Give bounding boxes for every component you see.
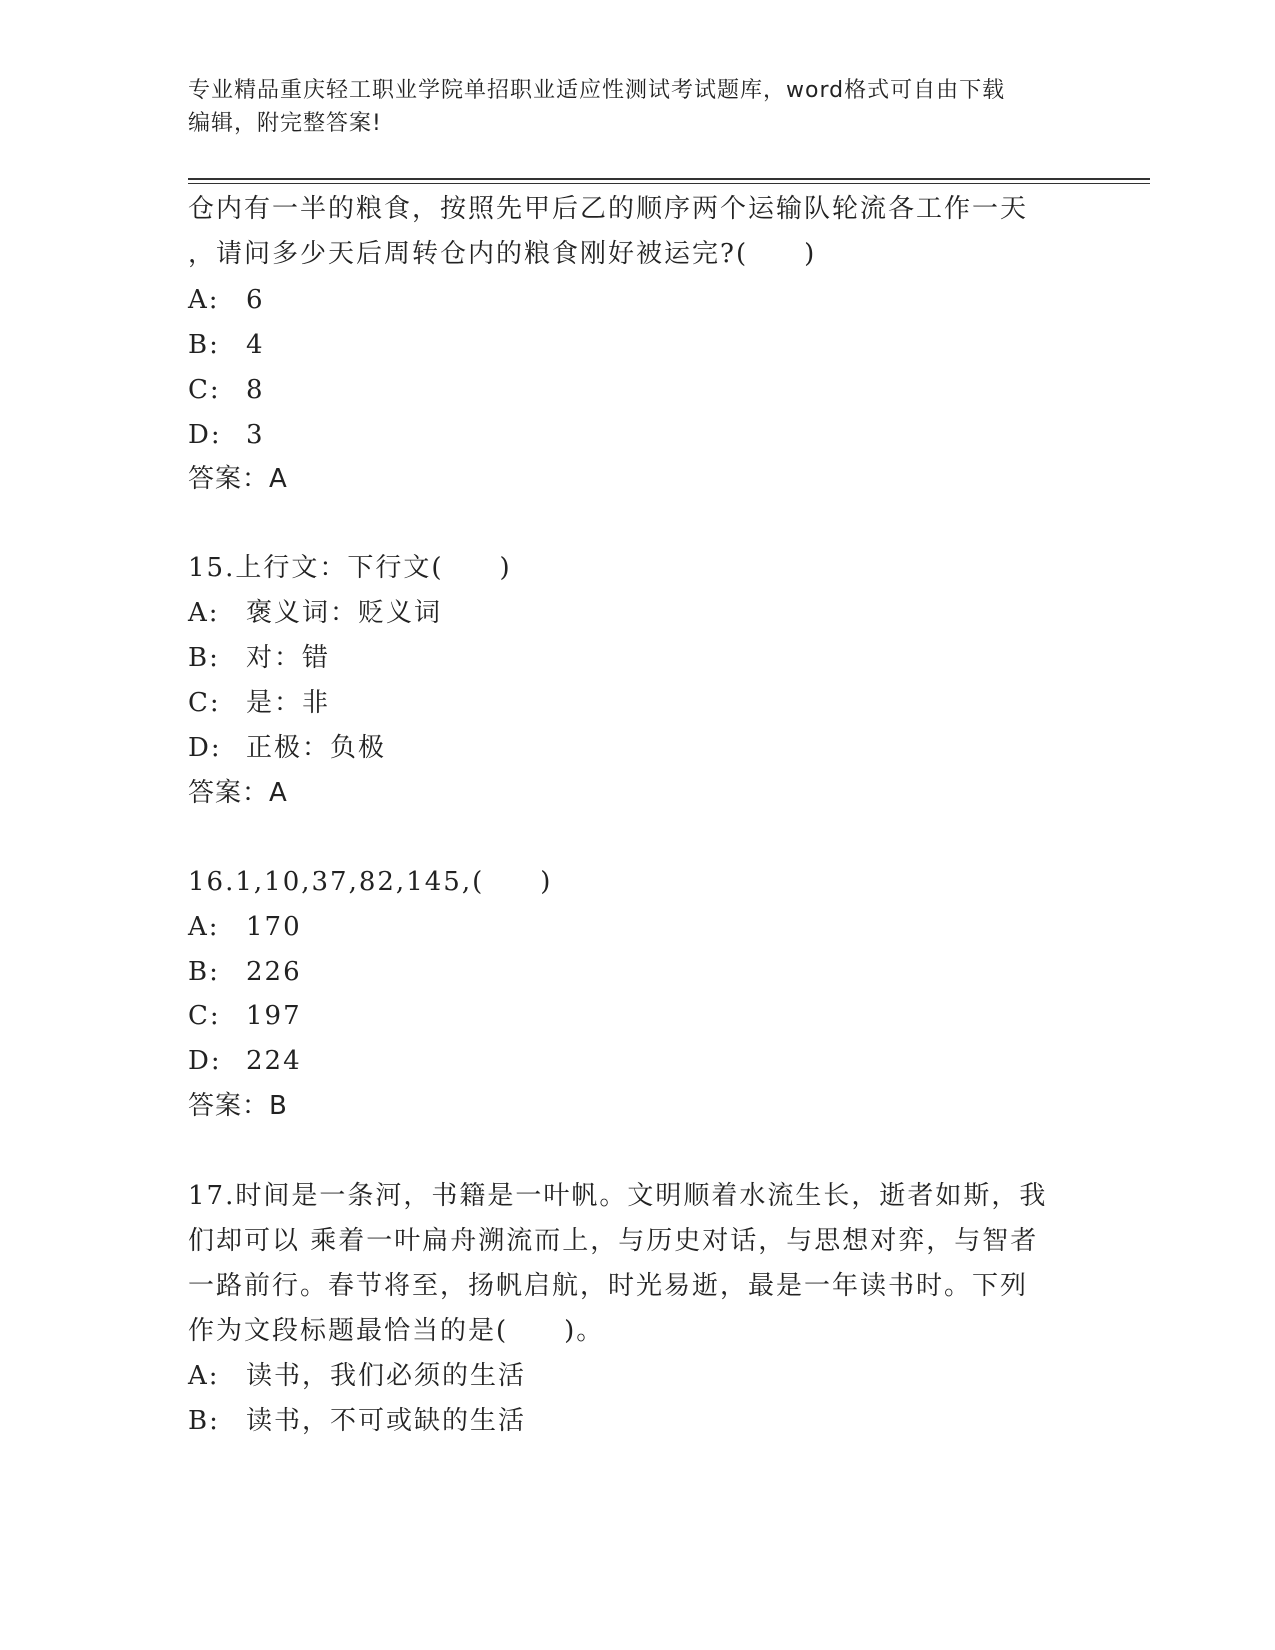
q15-text-line-1: 15.上行文：下行文( ) [188,553,512,583]
q15-option-d [188,728,386,768]
q16-option-a [188,907,302,947]
option-text: 6 [246,285,265,315]
document-header [188,74,1068,140]
option-letter: D: [188,1046,222,1076]
option-letter: C: [188,1001,221,1031]
q14-option-a [188,280,265,320]
q16-text-line-1: 16.1,10,37,82,145,( ) [188,867,553,897]
option-letter: A: [188,285,220,315]
option-letter: A: [188,1361,220,1391]
q14-text-line-1: 仓内有一半的粮食，按照先甲后乙的顺序两个运输队轮流各工作一天 [188,194,1029,224]
q16-option-d [188,1041,302,1081]
option-text: 8 [246,375,265,405]
option-text: 正极：负极 [246,733,387,763]
option-letter: A: [188,912,220,942]
q14-text-line-2: ，请问多少天后周转仓内的粮食刚好被运完?( ) [188,239,817,269]
q14-answer: 答案：A [188,464,288,494]
option-letter: D: [188,733,222,763]
q15-option-a [188,593,442,633]
option-text: 褒义词：贬义词 [246,598,443,628]
q15-answer: 答案：A [188,778,288,808]
option-text: 170 [246,912,302,942]
header-divider-thick [188,178,1150,180]
option-text: 226 [246,957,302,987]
option-text: 是：非 [246,688,331,718]
option-text: 读书，不可或缺的生活 [246,1406,527,1436]
header-line-2: 编辑，附完整答案! [188,111,382,136]
header-divider-thin [188,183,1150,184]
q16-answer: 答案：B [188,1091,288,1121]
q17-text-line-3: 一路前行。春节将至，扬帆启航，时光易逝，最是一年读书时。下列 [188,1271,1029,1301]
option-text: 对：错 [246,643,331,673]
q15-option-c [188,683,330,723]
q16-option-b [188,952,302,992]
option-letter: B: [188,1406,220,1436]
option-letter: C: [188,375,221,405]
q16-option-c [188,996,302,1036]
option-letter: B: [188,330,220,360]
option-text: 3 [246,420,265,450]
q17-text-line-1: 17.时间是一条河，书籍是一叶帆。文明顺着水流生长，逝者如斯，我 [188,1181,1048,1211]
header-line-1: 专业精品重庆轻工职业学院单招职业适应性测试考试题库，word格式可自由下载 [188,78,1006,103]
option-letter: C: [188,688,221,718]
option-text: 197 [246,1001,302,1031]
option-letter: D: [188,420,222,450]
q17-option-a [188,1356,526,1396]
option-letter: A: [188,598,220,628]
q14-option-b [188,325,265,365]
option-letter: B: [188,643,220,673]
option-text: 224 [246,1046,302,1076]
q15-option-b [188,638,330,678]
q14-option-c [188,370,265,410]
q17-option-b [188,1401,526,1441]
option-text: 4 [246,330,265,360]
option-letter: B: [188,957,220,987]
option-text: 读书，我们必须的生活 [246,1361,527,1391]
q17-text-line-4: 作为文段标题最恰当的是( )。 [188,1316,605,1346]
q14-option-d [188,415,265,455]
q17-text-line-2: 们却可以 乘着一叶扁舟溯流而上，与历史对话，与思想对弈，与智者 [188,1226,1039,1256]
